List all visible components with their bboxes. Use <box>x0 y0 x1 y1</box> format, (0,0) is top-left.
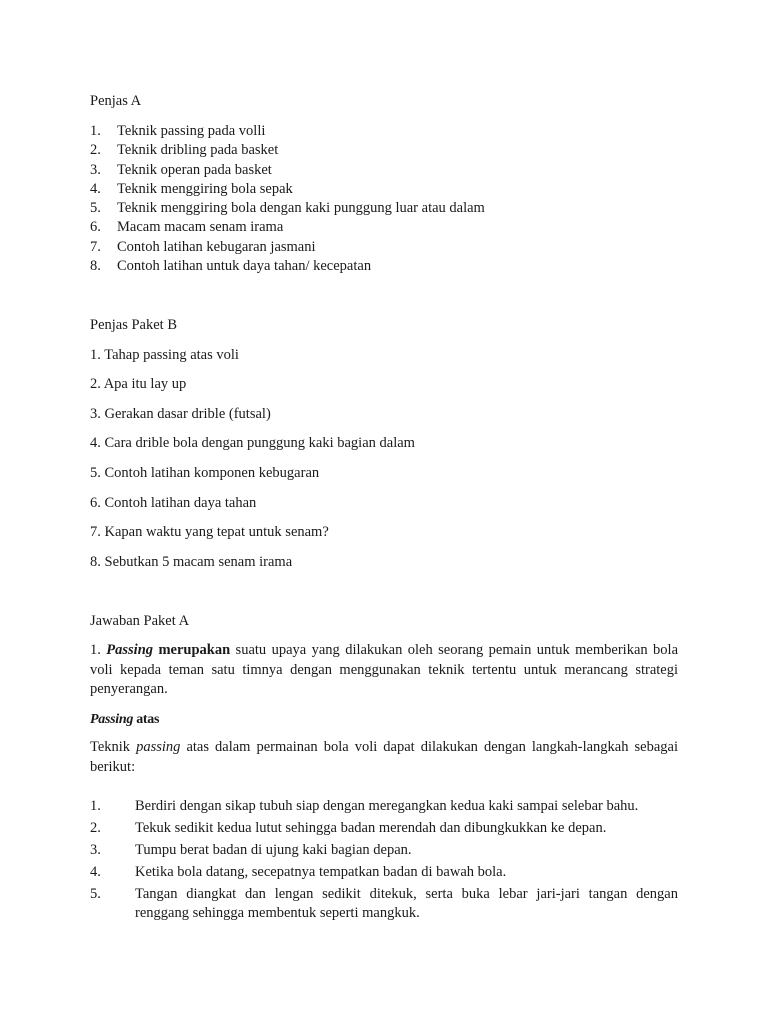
list-item <box>90 141 485 160</box>
step-text: Tumpu berat badan di ujung kaki bagian depan. <box>135 842 412 858</box>
step-number: 1. <box>90 798 101 814</box>
step-item <box>90 885 678 923</box>
item-text: Teknik passing pada volli <box>117 123 266 139</box>
section-a-list <box>90 122 485 276</box>
step-number: 2. <box>90 820 101 836</box>
intro-pre: Teknik <box>90 739 137 755</box>
step-number: 5. <box>90 886 101 902</box>
step-item <box>90 863 678 882</box>
answer-term: Passing <box>106 642 154 658</box>
steps-list <box>90 797 678 926</box>
sub-term: Passing <box>90 712 134 727</box>
section-b-item: 2. Apa itu lay up <box>90 376 187 392</box>
list-item <box>90 122 485 141</box>
section-b-title: Penjas Paket B <box>90 317 177 333</box>
answer-text: suatu upaya yang dilakukan oleh seorang pemain untuk memberikan bola voli kepada teman satu timnya dengan menggunakan teknik tertentu untuk merancang strategi penyerangan. <box>90 642 678 697</box>
intro-post: atas dalam permainan bola voli dapat dilakukan dengan langkah-langkah sebagai berikut: <box>90 739 678 775</box>
list-item <box>90 199 485 218</box>
list-item <box>90 180 485 199</box>
item-number: 5. <box>90 200 101 217</box>
item-text: Contoh latihan untuk daya tahan/ kecepatan <box>117 258 372 275</box>
section-a-title: Penjas A <box>90 93 142 109</box>
step-number: 3. <box>90 842 101 858</box>
item-number: 3. <box>90 161 101 178</box>
section-b-item: 3. Gerakan dasar drible (futsal) <box>90 406 271 422</box>
item-text: Teknik menggiring bola sepak <box>117 180 293 197</box>
step-item <box>90 797 678 816</box>
item-text: Macam macam senam irama <box>117 219 284 236</box>
item-text: Teknik menggiring bola dengan kaki punggung luar atau dalam <box>117 200 485 217</box>
step-text: Berdiri dengan sikap tubuh siap dengan meregangkan kedua kaki sampai selebar bahu. <box>135 798 639 814</box>
item-number: 6. <box>90 219 101 236</box>
item-number: 2. <box>90 142 101 159</box>
list-item <box>90 161 485 180</box>
step-text: Tangan diangkat dan lengan sedikit ditekuk, serta buka lebar jari-jari tangan dengan renggang sehingga membentuk seperti mangkuk. <box>135 886 678 921</box>
sub-rest: atas <box>133 712 160 727</box>
list-item <box>90 238 485 257</box>
section-b-item: 5. Contoh latihan komponen kebugaran <box>90 465 320 481</box>
section-b-item: 4. Cara drible bola dengan punggung kaki bagian dalam <box>90 435 415 451</box>
answers-title: Jawaban Paket A <box>90 613 190 629</box>
item-number: 4. <box>90 180 101 197</box>
section-b-item: 6. Contoh latihan daya tahan <box>90 495 257 511</box>
step-number: 4. <box>90 864 101 880</box>
item-number: 1. <box>90 123 101 139</box>
answer-paragraph-1 <box>90 641 678 700</box>
item-text: Teknik operan pada basket <box>117 161 272 178</box>
intro-term: passing <box>136 739 181 755</box>
step-item <box>90 819 678 838</box>
item-text: Contoh latihan kebugaran jasmani <box>117 238 316 255</box>
list-item <box>90 218 485 237</box>
item-number: 8. <box>90 258 101 275</box>
section-b-item: 7. Kapan waktu yang tepat untuk senam? <box>90 524 329 540</box>
section-b-item: 8. Sebutkan 5 macam senam irama <box>90 554 293 570</box>
step-text: Ketika bola datang, secepatnya tempatkan badan di bawah bola. <box>135 864 507 880</box>
answer-number: 1. <box>90 642 107 658</box>
answer-verb: merupakan <box>158 642 231 658</box>
item-text: Teknik dribling pada basket <box>117 142 279 159</box>
intro-paragraph <box>90 738 678 777</box>
passing-atas-heading <box>90 711 159 729</box>
item-number: 7. <box>90 238 101 255</box>
step-item <box>90 841 678 860</box>
list-item <box>90 257 485 276</box>
section-b-item: 1. Tahap passing atas voli <box>90 347 239 363</box>
step-text: Tekuk sedikit kedua lutut sehingga badan merendah dan dibungkukkan ke depan. <box>135 820 607 836</box>
